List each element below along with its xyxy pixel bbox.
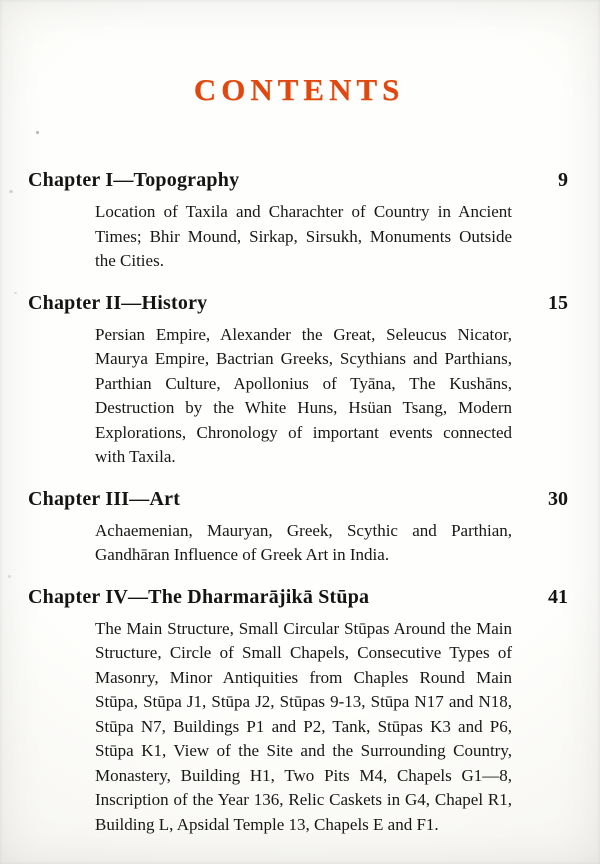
chapter-heading bbox=[28, 486, 570, 512]
scan-speck bbox=[14, 292, 17, 294]
table-of-contents bbox=[28, 167, 570, 837]
toc-entry-chapter-3 bbox=[28, 486, 570, 568]
toc-entry-chapter-2 bbox=[28, 290, 570, 470]
chapter-heading bbox=[28, 167, 570, 193]
chapter-description: The Main Structure, Small Circular Stūpas Around the Main Structure, Circle of Small Chapels, Consecutive Types of Masonry, Minor Antiquities from Chaples Round Main Stūpa, Stūpa J1, Stūpa J2, Stūpas 9-13, Stūpa N17 and N18, Stūpa N7, Buildings P1 and P2, Tank, Stūpas K3 and P6, Stūpa K1, View of the Site and the Surrounding Country, Monastery, Building H1, Two Pits M4, Chapels G1—8, Inscription of the Year 136, Relic Caskets in G4, Chapel R1, Building L, Apsidal Temple 13, Chapels E and F1. bbox=[95, 618, 512, 834]
chapter-title: Chapter IV—The Dharmarājikā Stūpa bbox=[28, 585, 370, 608]
chapter-description: Persian Empire, Alexander the Great, Seleucus Nicator, Maurya Empire, Bactrian Greeks, Scythians and Parthians, Parthian Culture, Apollonius of Tyāna, The Kushāns, Destruction by the White Huns, Hsüan Tsang, Modern Explorations, Chronology of important events connected with Taxila. bbox=[95, 324, 512, 466]
chapter-description: Location of Taxila and Charachter of Country in Ancient Times; Bhir Mound, Sirkap, Sirsukh, Monuments Outside the Cities. bbox=[95, 202, 512, 270]
page-title: CONTENTS bbox=[193, 72, 405, 107]
scan-speck bbox=[8, 575, 11, 578]
chapter-title: Chapter III—Art bbox=[28, 487, 181, 510]
chapter-title: Chapter I—Topography bbox=[28, 169, 240, 191]
toc-entry-chapter-1 bbox=[28, 167, 570, 274]
scan-speck bbox=[9, 190, 13, 193]
chapter-page-number: 9 bbox=[558, 169, 568, 191]
chapter-title: Chapter II—History bbox=[28, 291, 208, 314]
toc-entry-chapter-4 bbox=[28, 584, 570, 838]
chapter-page-number: 41 bbox=[548, 585, 568, 608]
chapter-heading bbox=[28, 584, 570, 610]
chapter-heading bbox=[28, 290, 570, 316]
chapter-page-number: 15 bbox=[548, 291, 568, 314]
scan-speck bbox=[36, 131, 39, 134]
chapter-page-number: 30 bbox=[548, 487, 568, 510]
chapter-description: Achaemenian, Mauryan, Greek, Scythic and Parthian, Gandhāran Influence of Greek Art in India. bbox=[95, 520, 512, 564]
